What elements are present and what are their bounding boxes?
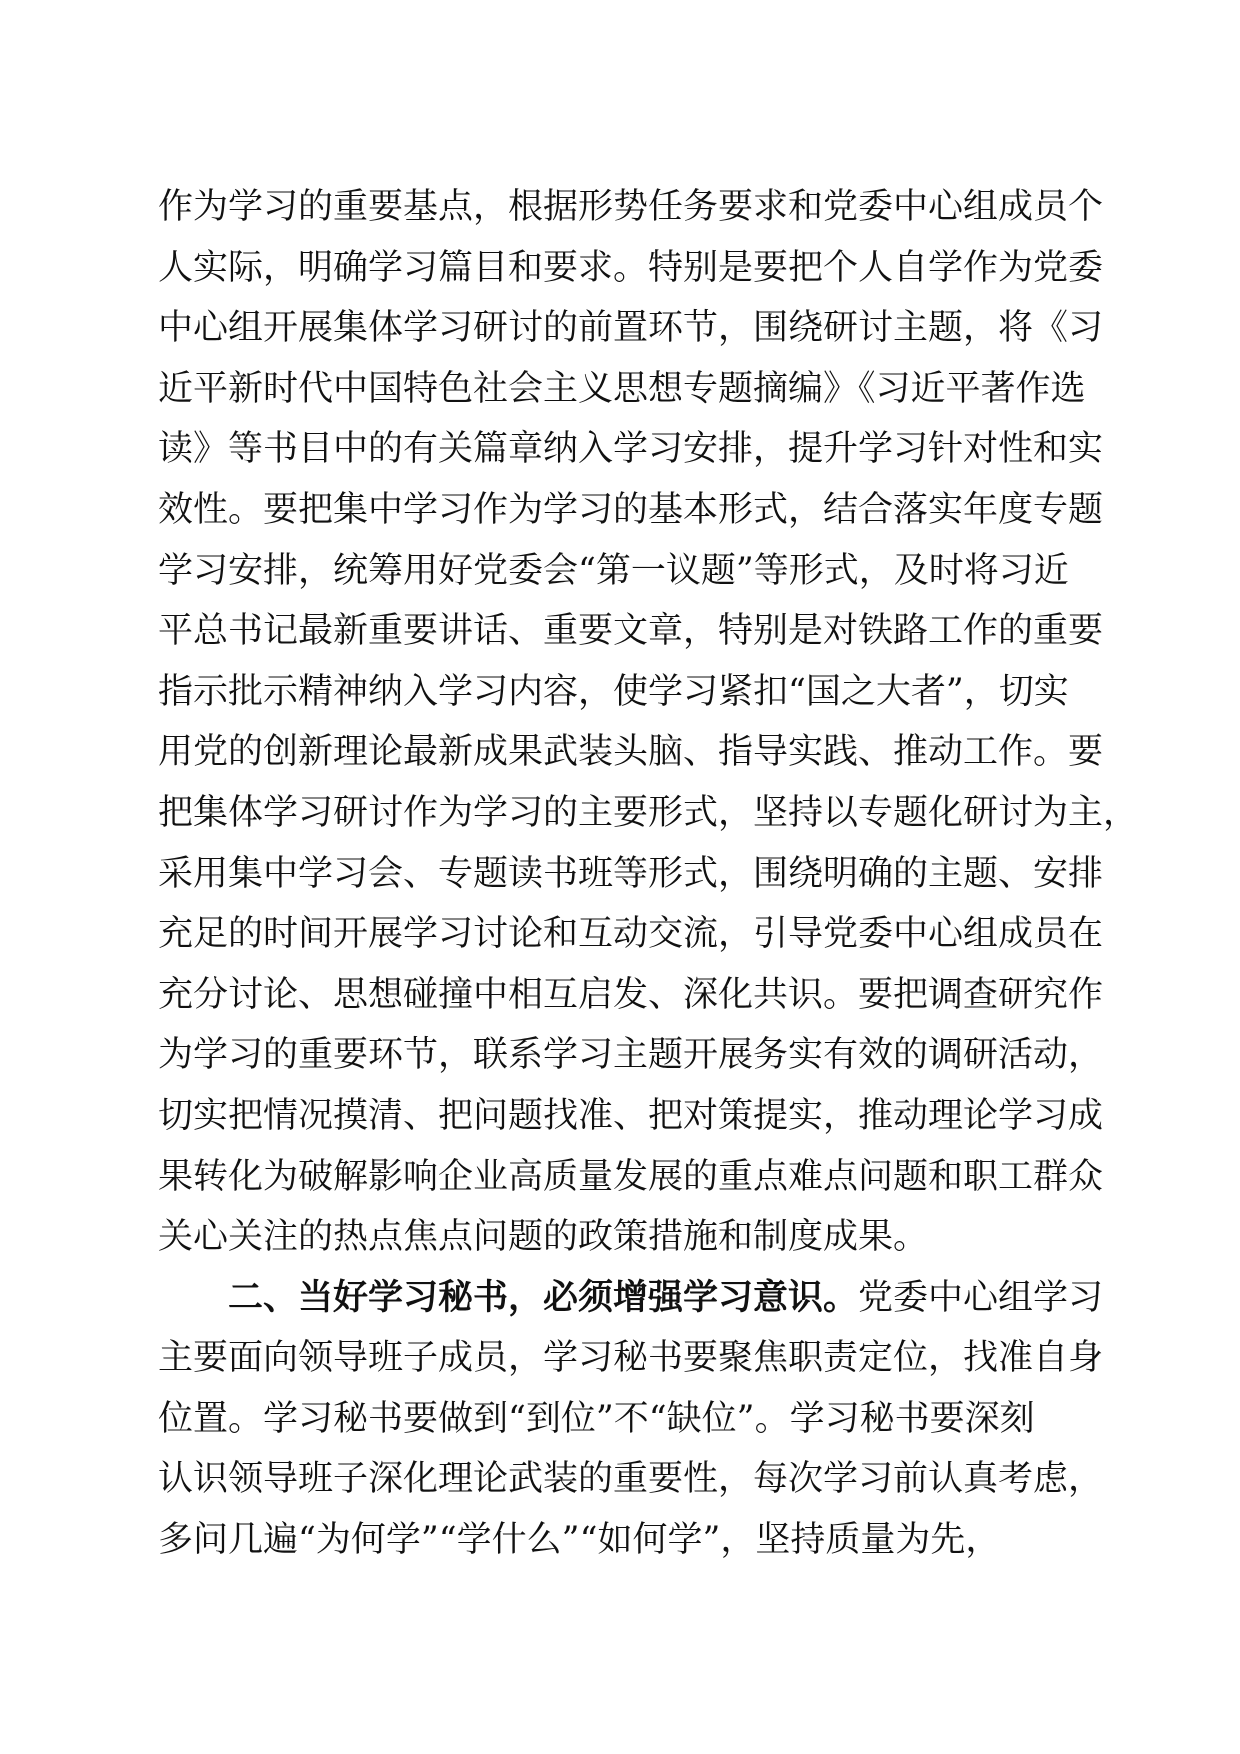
text-line: 充分讨论、思想碰撞中相互启发、深化共识。要把调查研究作 bbox=[158, 974, 1104, 1015]
text-line: 指示批示精神纳入学习内容，使学习紧扣“国之大者”，切实 bbox=[158, 671, 1069, 712]
text-line: 果转化为破解影响企业高质量发展的重点难点问题和职工群众 bbox=[158, 1156, 1104, 1197]
body-text bbox=[158, 177, 1139, 1571]
text-line: 作为学习的重要基点，根据形势任务要求和党委中心组成员个 bbox=[158, 187, 1104, 227]
section-2-first-line-text: 党委中心组学习 bbox=[858, 1277, 1104, 1318]
text-line: 关心关注的热点焦点问题的政策措施和制度成果。 bbox=[158, 1217, 929, 1258]
text-line: 位置。学习秘书要做到“到位”不“缺位”。学习秘书要深刻 bbox=[158, 1398, 1035, 1439]
text-line: 用党的创新理论最新成果武装头脑、指导实践、推动工作。要 bbox=[158, 732, 1104, 773]
text-line: 充足的时间开展学习讨论和互动交流，引导党委中心组成员在 bbox=[158, 914, 1104, 955]
text-line: 主要面向领导班子成员，学习秘书要聚焦职责定位，找准自身 bbox=[158, 1338, 1104, 1379]
text-line: 为学习的重要环节，联系学习主题开展务实有效的调研活动， bbox=[158, 1035, 1104, 1076]
text-line: 认识领导班子深化理论武装的重要性，每次学习前认真考虑， bbox=[158, 1459, 1104, 1500]
text-line: 读》等书目中的有关篇章纳入学习安排，提升学习针对性和实 bbox=[158, 429, 1104, 470]
text-line: 近平新时代中国特色社会主义思想专题摘编》《习近平著作选 bbox=[158, 368, 1086, 409]
text-line: 平总书记最新重要讲话、重要文章，特别是对铁路工作的重要 bbox=[158, 611, 1104, 652]
section-2-heading: 二、当好学习秘书，必须增强学习意识。 bbox=[228, 1276, 859, 1318]
text-line: 把集体学习研讨作为学习的主要形式，坚持以专题化研讨为主， bbox=[158, 792, 1139, 833]
text-line: 多问几遍“为何学”“学什么”“如何学”，坚持质量为先， bbox=[158, 1520, 1001, 1561]
text-line: 效性。要把集中学习作为学习的基本形式，结合落实年度专题 bbox=[158, 489, 1104, 530]
text-line: 切实把情况摸清、把问题找准、把对策提实，推动理论学习成 bbox=[158, 1095, 1104, 1136]
text-line: 学习安排，统筹用好党委会“第一议题”等形式，及时将习近 bbox=[158, 550, 1069, 591]
section-2-first-line bbox=[158, 1268, 1104, 1329]
text-line: 人实际，明确学习篇目和要求。特别是要把个人自学作为党委 bbox=[158, 247, 1104, 288]
text-line: 中心组开展集体学习研讨的前置环节，围绕研讨主题，将《习 bbox=[158, 308, 1104, 349]
text-line: 采用集中学习会、专题读书班等形式，围绕明确的主题、安排 bbox=[158, 853, 1104, 894]
